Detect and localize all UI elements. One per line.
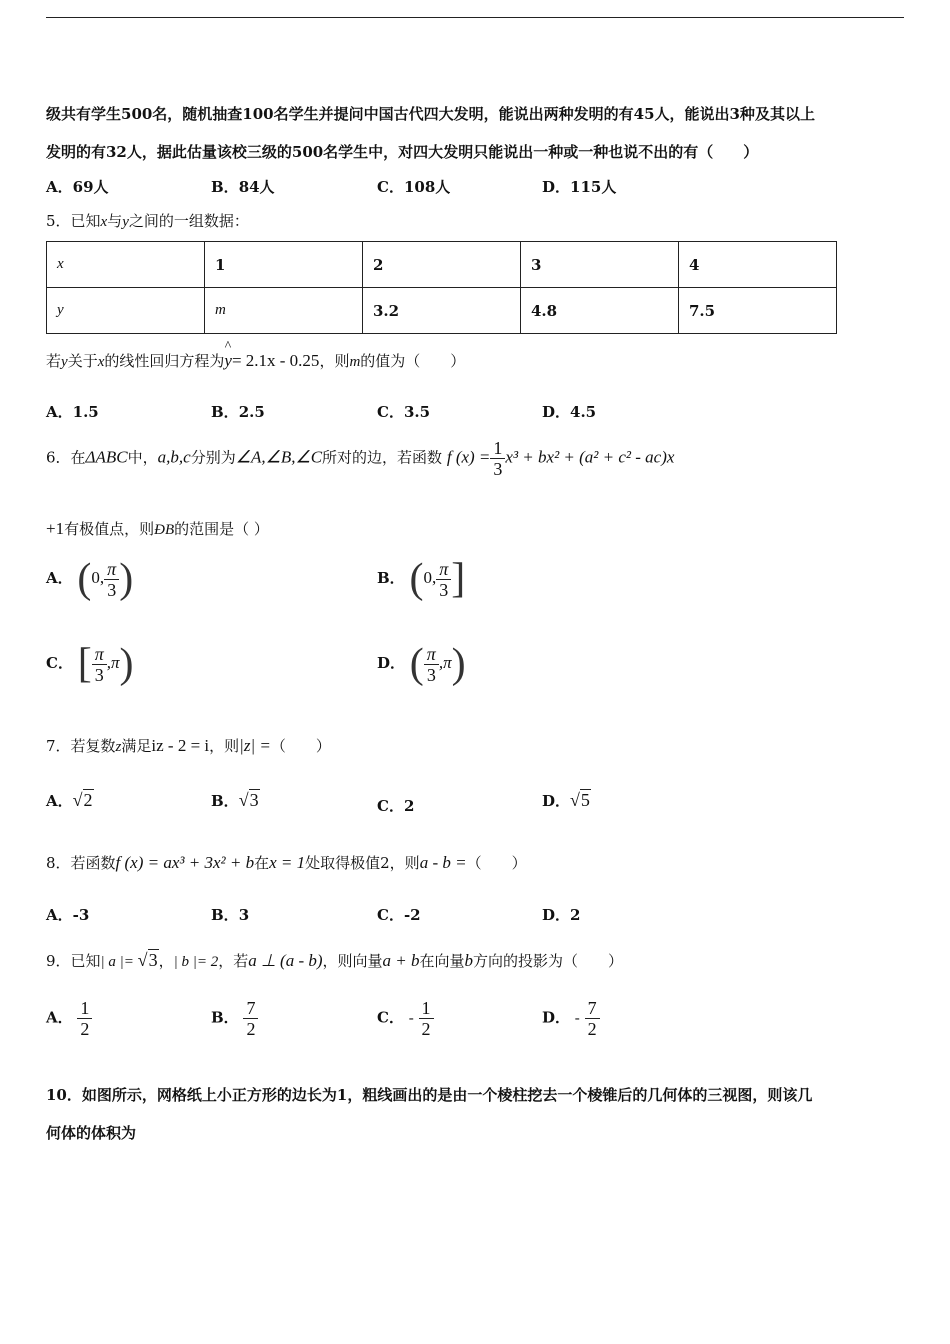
table-cell: x [47,242,205,288]
q7-option-b: B．√3 [211,790,259,810]
q9-option-a: A． $\frac{1}{2}$ [46,998,92,1039]
q6-option-a: A． (0, $\frac{\pi}{3}$ ) [46,556,134,602]
q5-option-b: B．2.5 [211,403,265,421]
q4-line2: 发明的有32人，据此估量该校三级的500名学生中，对四大发明只能说出一种或一种也说不出的有（ ） [46,143,759,161]
q7-option-a: A．√2 [46,790,93,810]
table-cell: 1 [205,242,363,288]
q4-option-c: C．108人 [377,178,451,196]
header-rule [46,17,904,18]
table-cell: 4.8 [521,288,679,334]
one-third-fraction: $\frac{1}{3}$ [490,438,505,479]
q9-option-d: D． - $\frac{7}{2}$ [542,998,600,1039]
sqrt-symbol: √3 [137,950,158,970]
table-cell: 3.2 [363,288,521,334]
q8-option-d: D．2 [542,906,581,924]
q6-stem-line2: +1有极值点，则ÐB的范围是（ ） [46,519,269,538]
table-cell: 7.5 [679,288,837,334]
q10-line1: 10．如图所示，网格纸上小正方形的边长为1，粗线画出的是由一个棱柱挖去一个棱锥后的几何体的三视图，则该几 [46,1086,813,1104]
q5-option-d: D．4.5 [542,403,597,421]
q9-stem: 9．已知| a |= √3，| b |= 2，若a ⊥ (a - b)，则向量a + b在向量b方向的投影为（ ） [46,950,624,970]
q6-option-c: C． [ $\frac{\pi}{3}$ ,π) [46,641,134,687]
y-hat: ^ y [224,351,232,371]
q5-stem: 5．已知x与y之间的一组数据： [46,212,249,230]
q5-regression-stem: 若y关于x的线性回归方程为^ y= 2.1x - 0.25，则m的值为（ ） [46,350,465,371]
q5-option-c: C．3.5 [377,403,431,421]
q7-option-c: C．2 [377,797,415,815]
table-cell: 2 [363,242,521,288]
q5-option-a: A．1.5 [46,403,99,421]
table-cell: 3 [521,242,679,288]
sqrt-symbol: √5 [570,790,590,810]
table-cell: m [205,288,363,334]
q5-data-table [46,241,837,334]
q4-option-a: A．69人 [46,178,109,196]
q8-option-c: C．-2 [377,906,421,924]
table-cell: y [47,288,205,334]
sqrt-symbol: √3 [238,790,259,810]
q9-option-b: B． $\frac{7}{2}$ [211,998,258,1039]
table-cell: 4 [679,242,837,288]
q4-option-b: B．84人 [211,178,275,196]
q4-option-d: D．115人 [542,178,617,196]
table-row [47,242,837,288]
q9-option-c: C． - $\frac{1}{2}$ [377,998,434,1039]
q10-line2: 何体的体积为 [46,1124,137,1142]
q4-line1: 级共有学生500名，随机抽查100名学生并提问中国古代四大发明，能说出两种发明的有45人，能说出3种及其以上 [46,105,815,123]
table-row [47,288,837,334]
q6-option-d: D． ( $\frac{\pi}{3}$ ,π) [377,641,466,687]
q8-option-a: A．-3 [46,906,90,924]
q6-stem: 6．在ΔABC中，a,b,c分别为∠A,∠B,∠C所对的边，若函数 f (x) = $\frac{1}{3}$ x³ + bx² + (a² + c² - ac)x [46,438,675,479]
q8-option-b: B．3 [211,906,250,924]
sqrt-symbol: √2 [72,790,93,810]
q7-option-d: D．√5 [542,790,590,810]
q7-stem: 7．若复数z满足iz - 2 = i，则|z| =（ ） [46,736,331,755]
q8-stem: 8．若函数f (x) = ax³ + 3x² + b在x = 1处取得极值2，则a - b =（ ） [46,853,527,872]
q6-option-b: B． (0, $\frac{\pi}{3}$ ] [377,556,466,602]
